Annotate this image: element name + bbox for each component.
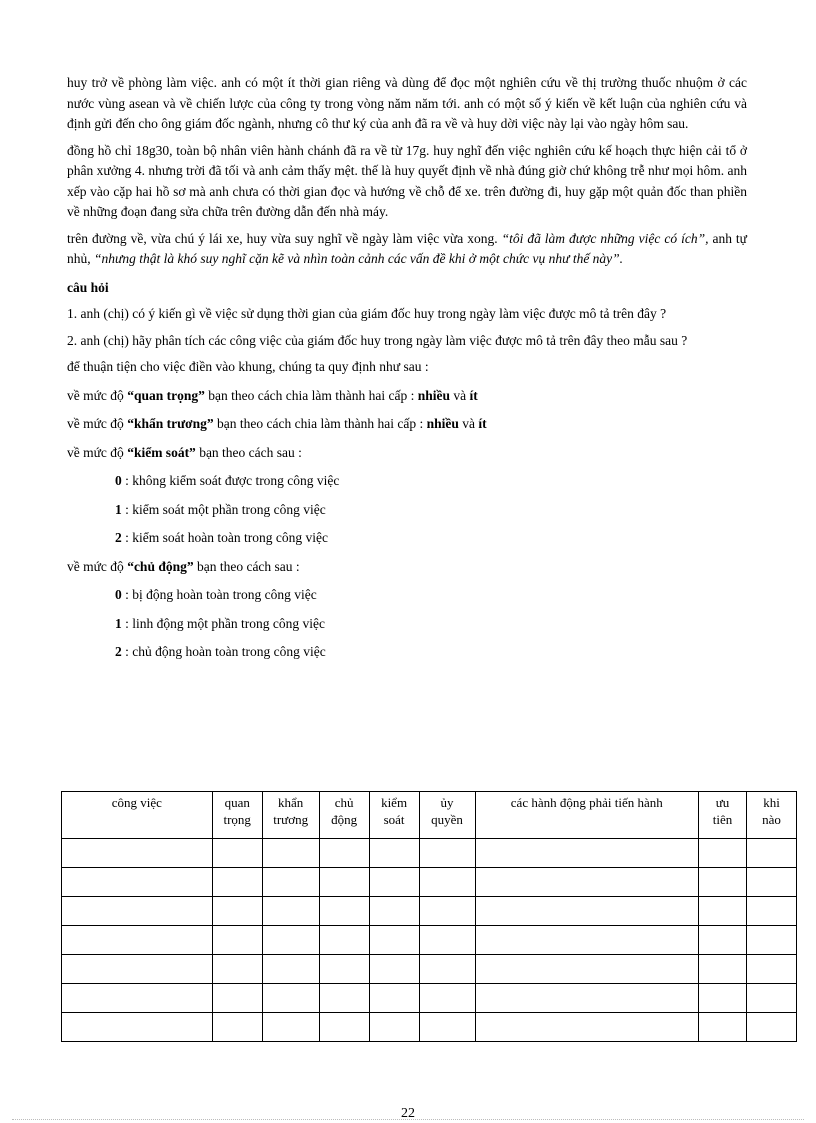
footer-divider	[12, 1119, 804, 1120]
header-urgency: khẩn trương	[262, 792, 319, 839]
paragraph-1: huy trở về phòng làm việc. anh có một ít thời gian riêng và dùng để đọc một nghiên cứu về thị trường thuốc nhuộm ở các nước vùng asean và về chiến lược của công ty trong vòng năm năm tới. anh có một số ý kiến về kết luận của nghiên cứu và định gửi đến cho ông giám đốc ngành, nhưng cô thư ký của anh đã ra về và huy dời việc này lại vào ngày hôm sau.	[67, 75, 747, 131]
initiative-level-2: 2 : chủ động hoàn toàn trong công việc	[115, 644, 326, 659]
initiative-level-1: 1 : linh động một phần trong công việc	[115, 615, 325, 631]
header-initiative: chủ động	[319, 792, 369, 839]
document-body	[67, 73, 747, 671]
header-control: kiểm soát	[369, 792, 419, 839]
header-importance: quan trọng	[212, 792, 262, 839]
paragraph-3-mid: anh tự nhủ,	[67, 230, 747, 266]
quote-2: “nhưng thật là khó suy nghĩ cặn kẽ và nhìn toàn cảnh các vấn đề khi ở một chức vụ như thế này”.	[94, 251, 624, 266]
questions-heading: câu hỏi	[67, 279, 109, 295]
initiative-level-0: 0 : bị động hoàn toàn trong công việc	[115, 587, 317, 602]
paragraph-3	[67, 229, 747, 270]
rule-importance: về mức độ “quan trọng” bạn theo cách chia làm thành hai cấp : nhiều và ít	[67, 387, 478, 403]
header-when: khi nào	[747, 792, 797, 839]
quote-1: “tôi đã làm được những việc có ích”,	[501, 230, 709, 246]
header-actions: các hành động phải tiến hành	[475, 792, 699, 839]
rule-initiative: về mức độ “chủ động” bạn theo cách sau :	[67, 558, 300, 574]
table-row	[62, 839, 797, 868]
table-row	[62, 984, 797, 1013]
paragraph-3-lead: trên đường về, vừa chú ý lái xe, huy vừa suy nghĩ về ngày làm việc vừa xong.	[67, 230, 502, 246]
work-analysis-table	[61, 791, 797, 1042]
question-1: 1. anh (chị) có ý kiến gì về việc sử dụng thời gian của giám đốc huy trong ngày làm việc được mô tả trên đây ?	[67, 306, 667, 321]
control-level-2: 2 : kiểm soát hoàn toàn trong công việc	[115, 530, 328, 545]
table-row	[62, 897, 797, 926]
header-priority: ưu tiên	[699, 792, 747, 839]
paragraph-2: đồng hồ chỉ 18g30, toàn bộ nhân viên hành chánh đã ra về từ 17g. huy nghĩ đến việc nghiên cứu kế hoạch thực hiện cải tổ ở phân xưởng 4. nhưng trời đã tối và anh cảm thấy mệt. thế là huy quyết định về nhà đúng giờ chứ không trễ như mọi hôm. anh xếp vào cặp hai hồ sơ mà anh chưa có thời gian đọc và hướng về chỗ để xe. trên đường đi, huy gặp một quản đốc than phiền về những đoạn đang sửa chữa trên đường dẫn đến nhà máy.	[67, 142, 747, 219]
header-work: công việc	[62, 792, 213, 839]
rule-control: về mức độ “kiểm soát” bạn theo cách sau :	[67, 444, 302, 460]
control-level-1: 1 : kiểm soát một phần trong công việc	[115, 501, 326, 517]
rule-urgency: về mức độ “khẩn trương” bạn theo cách chia làm thành hai cấp : nhiều và ít	[67, 416, 487, 431]
table-row	[62, 1013, 797, 1042]
table-header-row	[62, 792, 797, 839]
header-delegate: ủy quyền	[419, 792, 475, 839]
rules-intro: để thuận tiện cho việc điền vào khung, chúng ta quy định như sau :	[67, 359, 429, 374]
table-row	[62, 955, 797, 984]
question-2: 2. anh (chị) hãy phân tích các công việc của giám đốc huy trong ngày làm việc được mô tả trên đây theo mẫu sau ?	[67, 332, 688, 348]
page-number: 22	[401, 1106, 415, 1121]
table-row	[62, 926, 797, 955]
control-level-0: 0 : không kiểm soát được trong công việc	[115, 473, 340, 488]
table-row	[62, 868, 797, 897]
